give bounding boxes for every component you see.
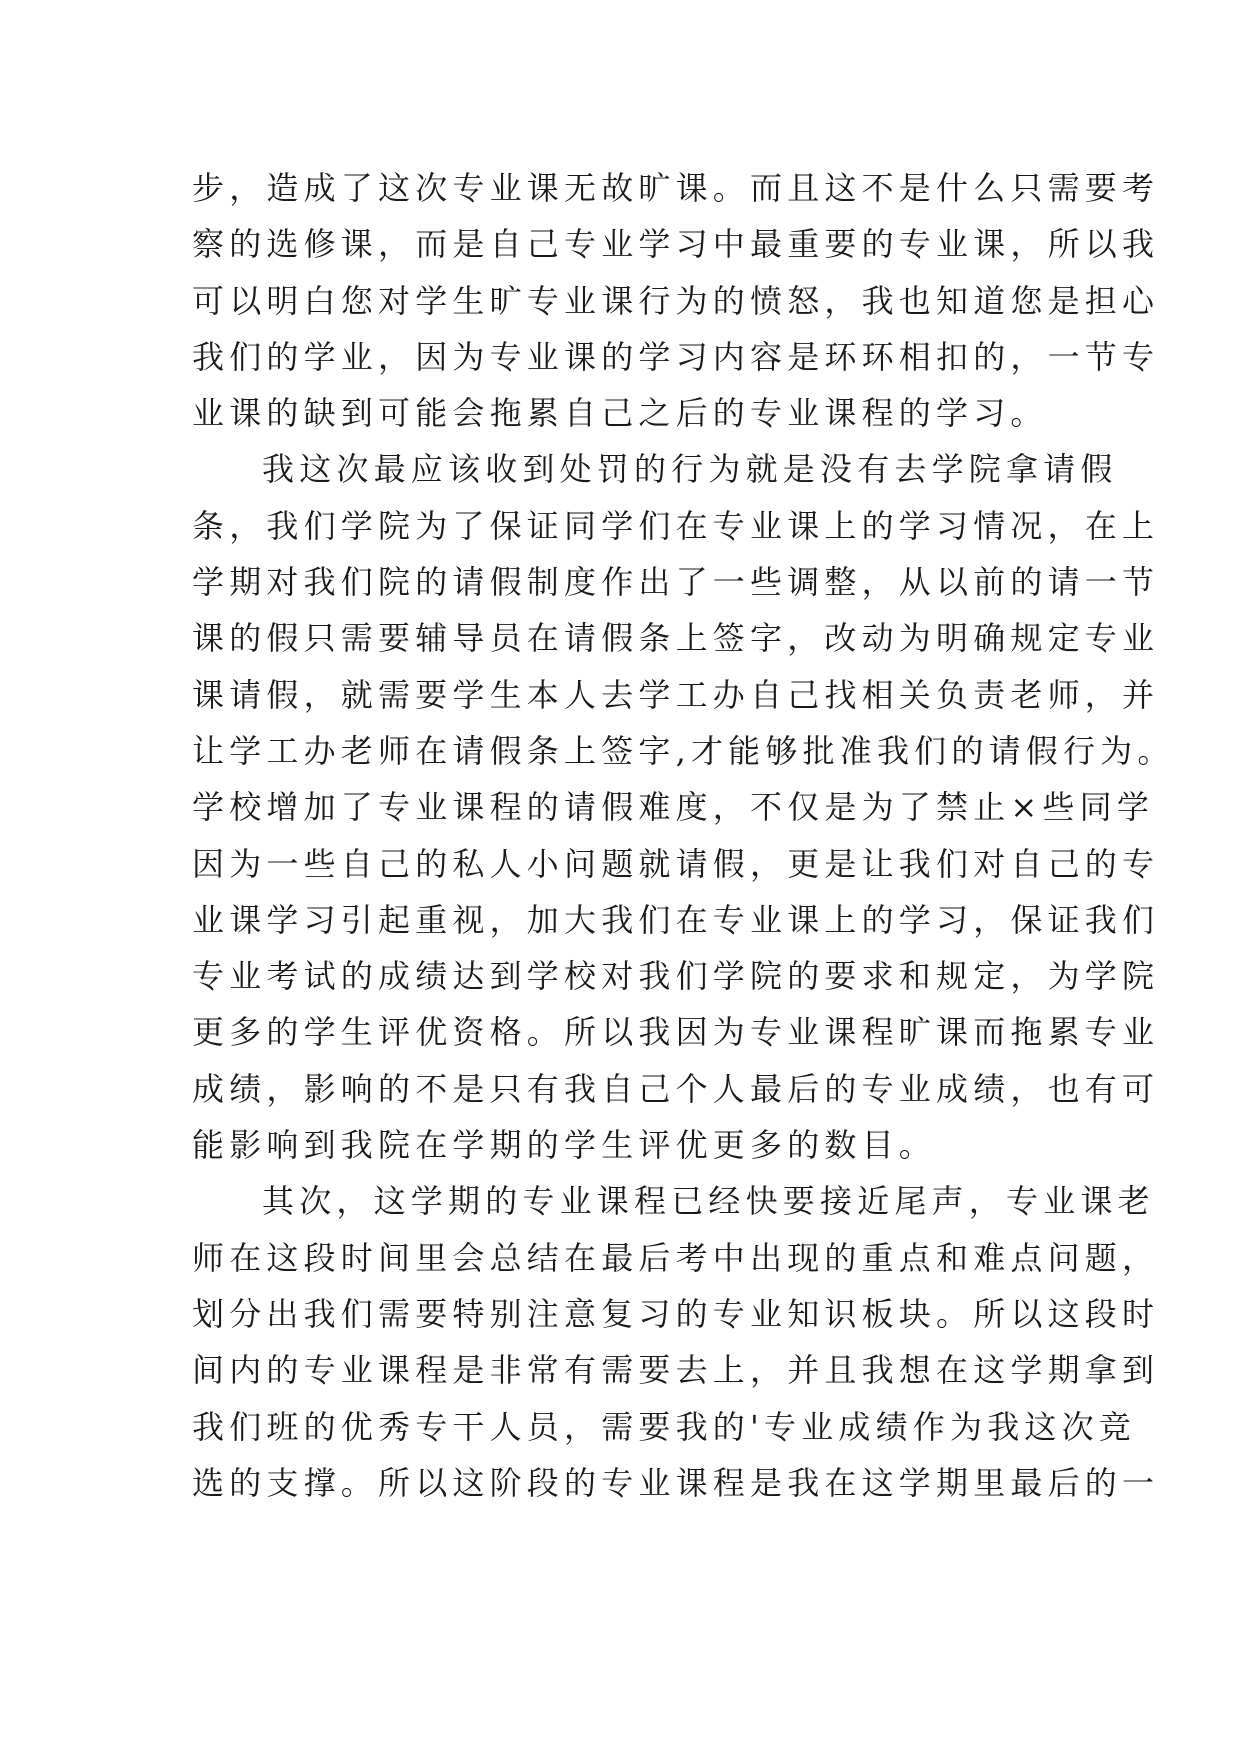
text-line: 让学工办老师在请假条上签字,才能够批准我们的请假行为。 [192,731,1175,770]
text-line: 业课学习引起重视，加大我们在专业课上的学习，保证我们 [192,900,1160,939]
text-line-first: 其次，这学期的专业课程已经快要接近尾声，专业课老 [262,1182,1155,1221]
text-line: 师在这段时间里会总结在最后考中出现的重点和难点问题， [192,1238,1160,1277]
paragraph-1 [192,160,1160,441]
text-line: 划分出我们需要特别注意复习的专业知识板块。所以这段时 [192,1294,1160,1333]
text-line: 业课的缺到可能会拖累自己之后的专业课程的学习。 [192,394,1048,433]
text-line: 步，造成了这次专业课无故旷课。而且这不是什么只需要考 [192,169,1160,207]
document-body [192,160,1175,1511]
paragraph-3 [192,1173,1160,1511]
text-line: 我们班的优秀专干人员，需要我的'专业成绩作为我这次竞 [192,1407,1136,1446]
text-line: 学期对我们院的请假制度作出了一些调整，从以前的请一节 [192,563,1160,602]
text-line: 成绩，影响的不是只有我自己个人最后的专业成绩，也有可 [192,1069,1160,1108]
paragraph-2 [192,441,1175,1173]
text-line: 我们的学业，因为专业课的学习内容是环环相扣的，一节专 [192,337,1160,376]
text-line: 学校增加了专业课程的请假难度，不仅是为了禁止×些同学 [192,788,1155,827]
text-line: 察的选修课，而是自己专业学习中最重要的专业课，所以我 [192,225,1160,264]
text-line: 更多的学生评优资格。所以我因为专业课程旷课而拖累专业 [192,1013,1160,1052]
text-line: 条，我们学院为了保证同学们在专业课上的学习情况，在上 [192,506,1160,545]
text-line: 选的支撑。所以这阶段的专业课程是我在这学期里最后的一 [192,1463,1160,1502]
text-line: 课请假，就需要学生本人去学工办自己找相关负责老师，并 [192,675,1160,714]
text-line-first: 我这次最应该收到处罚的行为就是没有去学院拿请假 [262,450,1118,489]
text-line: 专业考试的成绩达到学校对我们学院的要求和规定，为学院 [192,957,1160,996]
text-line: 可以明白您对学生旷专业课行为的愤怒，我也知道您是担心 [192,281,1160,320]
text-line: 课的假只需要辅导员在请假条上签字，改动为明确规定专业 [192,619,1160,658]
text-line: 因为一些自己的私人小问题就请假，更是让我们对自己的专 [192,844,1160,883]
text-line: 间内的专业课程是非常有需要去上，并且我想在这学期拿到 [192,1351,1160,1390]
text-line: 能影响到我院在学期的学生评优更多的数目。 [192,1126,937,1165]
